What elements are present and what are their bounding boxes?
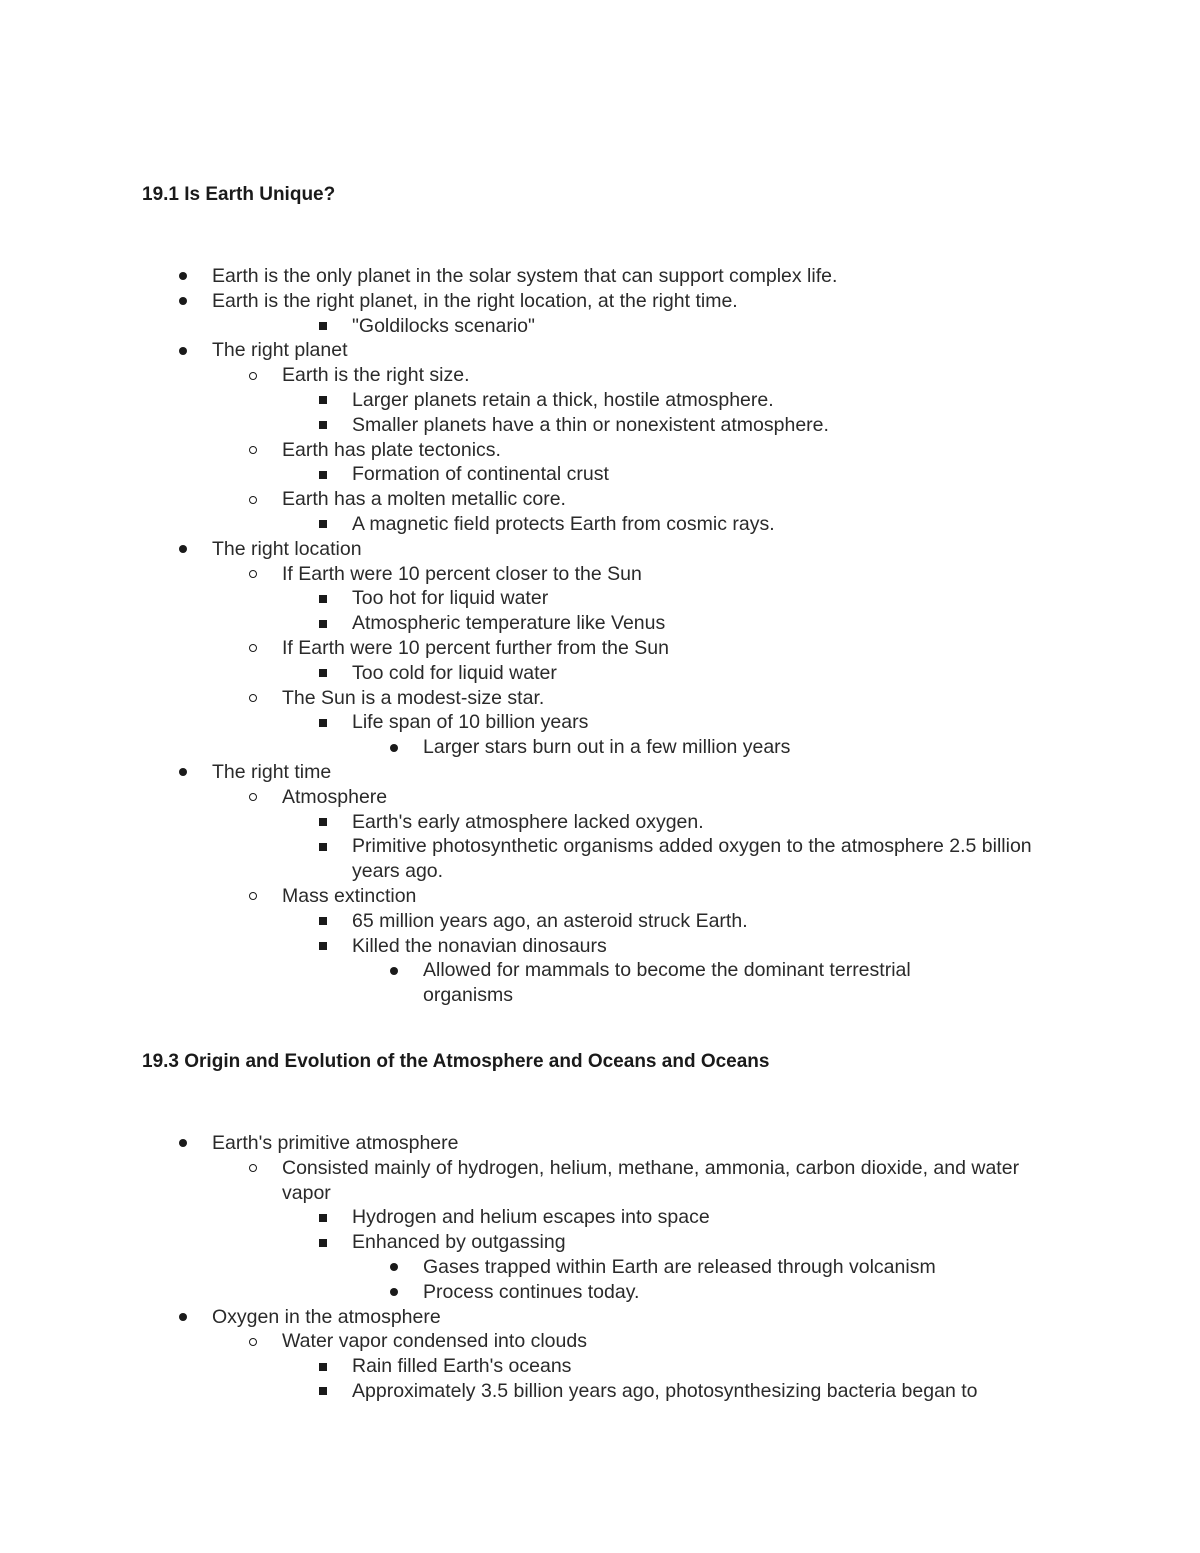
- bullet-icon: [319, 710, 327, 735]
- bullet-icon: [249, 1156, 257, 1181]
- outline-item-text: Larger planets retain a thick, hostile atmosphere.: [352, 388, 774, 411]
- outline-item-text: If Earth were 10 percent closer to the Sun: [282, 562, 642, 585]
- outline-item-text: Earth has a molten metallic core.: [282, 488, 566, 511]
- outline-item-level-3: [0, 1379, 1200, 1404]
- outline-item-text: Consisted mainly of hydrogen, helium, methane, ammonia, carbon dioxide, and water vapor: [282, 1156, 1020, 1204]
- outline-item-level-3: [0, 611, 1200, 636]
- outline-item-text: Rain filled Earth's oceans: [352, 1355, 572, 1378]
- outline-item-text: A magnetic field protects Earth from cosmic rays.: [352, 512, 775, 535]
- outline-item-text: Oxygen in the atmosphere: [212, 1305, 441, 1328]
- outline-item-level-3: [0, 834, 1200, 884]
- outline-item-level-1: [0, 760, 1200, 785]
- outline-item-level-2: [0, 1329, 1200, 1354]
- outline-item-level-4: [0, 735, 1200, 760]
- bullet-icon: [179, 289, 187, 314]
- outline-item-text: Earth's early atmosphere lacked oxygen.: [352, 810, 704, 833]
- outline-item-level-4: [0, 958, 1200, 1008]
- outline-item-text: 65 million years ago, an asteroid struck Earth.: [352, 909, 748, 932]
- bullet-icon: [319, 512, 327, 537]
- bullet-icon: [319, 314, 327, 339]
- bullet-icon: [179, 338, 187, 363]
- outline-item-text: Life span of 10 billion years: [352, 711, 589, 734]
- outline-item-text: Hydrogen and helium escapes into space: [352, 1206, 710, 1229]
- outline-item-level-3: [0, 934, 1200, 959]
- outline-item-text: The right location: [212, 537, 362, 560]
- bullet-icon: [319, 413, 327, 438]
- bullet-icon: [319, 661, 327, 686]
- outline-item-level-3: [0, 710, 1200, 735]
- bullet-icon: [390, 735, 398, 760]
- outline-item-level-1: [0, 289, 1200, 314]
- bullet-icon: [179, 760, 187, 785]
- outline-item-level-3: [0, 462, 1200, 487]
- atmosphere-origin-outline: [0, 1131, 1200, 1404]
- outline-item-level-1: [0, 338, 1200, 363]
- outline-item-level-1: [0, 537, 1200, 562]
- outline-item-level-3: [0, 1230, 1200, 1255]
- bullet-icon: [179, 537, 187, 562]
- outline-item-text: Earth has plate tectonics.: [282, 438, 501, 461]
- outline-item-text: Enhanced by outgassing: [352, 1231, 566, 1254]
- bullet-icon: [319, 462, 327, 487]
- bullet-icon: [249, 487, 257, 512]
- outline-item-text: Water vapor condensed into clouds: [282, 1330, 587, 1353]
- outline-item-level-3: [0, 413, 1200, 438]
- bullet-icon: [249, 884, 257, 909]
- outline-item-level-3: [0, 810, 1200, 835]
- outline-item-level-2: [0, 686, 1200, 711]
- bullet-icon: [319, 388, 327, 413]
- bullet-icon: [319, 834, 327, 859]
- outline-item-text: Larger stars burn out in a few million years: [423, 736, 791, 759]
- outline-item-text: Too hot for liquid water: [352, 587, 549, 610]
- outline-item-text: Earth's primitive atmosphere: [212, 1132, 459, 1154]
- bullet-icon: [249, 438, 257, 463]
- outline-item-text: Atmospheric temperature like Venus: [352, 612, 666, 635]
- bullet-icon: [179, 1131, 187, 1156]
- outline-item-text: Approximately 3.5 billion years ago, photosynthesizing bacteria began to: [352, 1379, 978, 1402]
- bullet-icon: [319, 1379, 327, 1404]
- outline-item-level-1: [0, 264, 1200, 289]
- bullet-icon: [319, 810, 327, 835]
- outline-item-level-2: [0, 884, 1200, 909]
- outline-item-level-2: [0, 785, 1200, 810]
- bullet-icon: [319, 1354, 327, 1379]
- outline-item-text: The right planet: [212, 339, 348, 362]
- bullet-icon: [249, 785, 257, 810]
- outline-item-level-3: [0, 1205, 1200, 1230]
- outline-item-level-2: [0, 363, 1200, 388]
- bullet-icon: [249, 636, 257, 661]
- outline-item-level-3: [0, 388, 1200, 413]
- bullet-icon: [319, 934, 327, 959]
- bullet-icon: [249, 1329, 257, 1354]
- outline-item-text: Mass extinction: [282, 884, 417, 907]
- bullet-icon: [179, 1305, 187, 1330]
- outline-item-text: Too cold for liquid water: [352, 661, 557, 684]
- outline-item-level-2: [0, 636, 1200, 661]
- bullet-icon: [319, 1230, 327, 1255]
- bullet-icon: [249, 686, 257, 711]
- bullet-icon: [249, 562, 257, 587]
- outline-item-text: Primitive photosynthetic organisms added oxygen to the atmosphere 2.5 billion years ago.: [352, 835, 1032, 883]
- outline-item-text: If Earth were 10 percent further from the Sun: [282, 636, 669, 659]
- bullet-icon: [179, 264, 187, 289]
- bullet-icon: [319, 1205, 327, 1230]
- outline-item-level-3: [0, 586, 1200, 611]
- bullet-icon: [390, 1280, 398, 1305]
- outline-item-text: Earth is the right size.: [282, 364, 470, 387]
- outline-item-text: Formation of continental crust: [352, 463, 609, 486]
- outline-item-level-1: [0, 1305, 1200, 1330]
- outline-item-level-2: [0, 1156, 1200, 1206]
- outline-item-text: "Goldilocks scenario": [352, 314, 535, 337]
- outline-item-text: Killed the nonavian dinosaurs: [352, 934, 607, 957]
- bullet-icon: [390, 1255, 398, 1280]
- earth-unique-outline: [0, 264, 1200, 1008]
- bullet-icon: [319, 586, 327, 611]
- section-heading-earth-unique: 19.1 Is Earth Unique?: [142, 184, 336, 205]
- outline-item-level-3: [0, 512, 1200, 537]
- outline-item-level-3: [0, 1354, 1200, 1379]
- outline-item-level-3: [0, 909, 1200, 934]
- outline-item-text: Earth is the right planet, in the right location, at the right time.: [212, 289, 738, 312]
- outline-item-text: Allowed for mammals to become the dominant terrestrial organisms: [423, 959, 911, 1007]
- section-heading-atmosphere-origin: 19.3 Origin and Evolution of the Atmosphere and Oceans and Oceans: [142, 1051, 770, 1072]
- outline-item-level-1: [0, 1131, 1200, 1156]
- outline-item-text: Atmosphere: [282, 785, 388, 808]
- outline-item-text: The Sun is a modest-size star.: [282, 686, 545, 709]
- outline-item-level-2: [0, 487, 1200, 512]
- outline-item-text: Gases trapped within Earth are released through volcanism: [423, 1255, 936, 1278]
- outline-item-text: Process continues today.: [423, 1280, 640, 1303]
- outline-item-text: Smaller planets have a thin or nonexistent atmosphere.: [352, 413, 829, 436]
- outline-item-level-2: [0, 438, 1200, 463]
- outline-item-text: The right time: [212, 760, 332, 783]
- outline-item-level-4: [0, 1255, 1200, 1280]
- bullet-icon: [249, 363, 257, 388]
- outline-item-level-3: [0, 661, 1200, 686]
- bullet-icon: [390, 958, 398, 983]
- outline-item-level-3: [0, 314, 1200, 339]
- bullet-icon: [319, 611, 327, 636]
- outline-item-level-2: [0, 562, 1200, 587]
- outline-item-level-4: [0, 1280, 1200, 1305]
- outline-item-text: Earth is the only planet in the solar system that can support complex life.: [212, 265, 838, 287]
- bullet-icon: [319, 909, 327, 934]
